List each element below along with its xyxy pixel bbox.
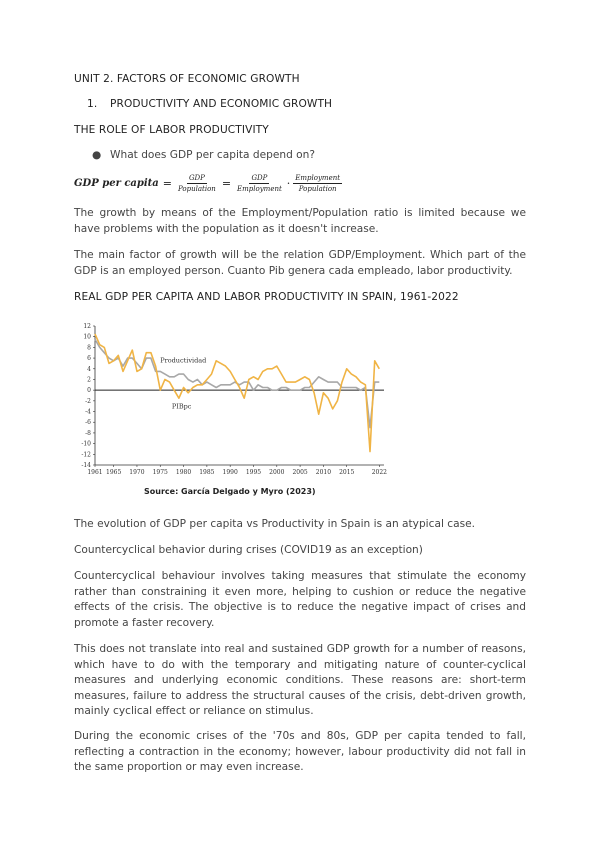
x-tick-label: 2015 <box>339 469 355 476</box>
x-tick-label: 1995 <box>245 469 262 476</box>
y-tick-label: -14 <box>81 462 91 469</box>
bullet-dot: ● <box>92 149 102 161</box>
x-tick-label: 1980 <box>175 469 192 476</box>
y-tick-label: -6 <box>85 419 91 427</box>
x-tick-label: 1961 <box>87 469 103 476</box>
paragraph-reasons: This does not translate into real and sustained GDP growth for a number of reasons, which have to do with the temporary and mitigating nature of counter-cyclical measures and underlying economic conditions. These reasons are: short-term measures, failure to address the structural causes of the crisis, debt-driven growth, mainly cyclical effect or reliance on stimulus. <box>74 643 526 718</box>
y-tick-label: -8 <box>85 429 91 437</box>
section-number: 1. <box>87 98 98 110</box>
unit-title: UNIT 2. FACTORS OF ECONOMIC GROWTH <box>74 73 300 85</box>
fraction-employment-population: $\frac{\text{Employment}}{\text{Population}}$ <box>295 174 341 193</box>
x-tick-label: 1965 <box>106 469 122 476</box>
y-tick-label: 4 <box>87 365 91 373</box>
subtitle: THE ROLE OF LABOR PRODUCTIVITY <box>74 124 269 136</box>
gdp-formula <box>74 174 342 193</box>
paragraph-countercyclical: Countercyclical behavior during crises (COVID19 as an exception) <box>74 544 423 556</box>
annotation-productividad: Productividad <box>160 356 207 365</box>
formula-eq-1: = <box>162 177 172 190</box>
x-tick-label: 2005 <box>292 469 308 476</box>
y-tick-label: -12 <box>81 451 91 459</box>
formula-eq-2: = <box>221 177 232 190</box>
annotation-pibpc: PIBpc <box>171 402 192 411</box>
paragraph-countercyclical-behaviour: Countercyclical behaviour involves taking measures that stimulate the economy rather than constraining it even more, helping to cushion or reduce the negative effects of the crisis. The objective is to reduce the negative impact of crises and promote a faster recovery. <box>74 570 526 629</box>
section-title: PRODUCTIVITY AND ECONOMIC GROWTH <box>110 98 333 110</box>
x-tick-label: 1985 <box>199 469 215 476</box>
y-tick-label: 6 <box>87 355 91 363</box>
series-line-pibpc <box>95 334 379 452</box>
fraction-gdp-employment: $\frac{\text{GDP}}{\text{Employment}}$ <box>237 174 282 193</box>
y-tick-label: 12 <box>83 323 91 330</box>
fraction-gdp-population: $\frac{\text{GDP}}{\text{Population}}$ <box>178 174 216 193</box>
x-tick-label: 1990 <box>222 469 238 476</box>
chart-heading: REAL GDP PER CAPITA AND LABOR PRODUCTIVITY IN SPAIN, 1961-2022 <box>74 291 459 303</box>
chart-source: Source: García Delgado y Myro (2023) <box>144 487 316 496</box>
paragraph-main-factor: The main factor of growth will be the relation GDP/Employment. Which part of the GDP is an employed person. Cuanto Pib genera cada empleado, labor productivity. <box>74 249 526 277</box>
x-tick-label: 2000 <box>269 469 285 476</box>
y-tick-label: 8 <box>87 344 91 352</box>
paragraph-crises-70s-80s: During the economic crises of the '70s and 80s, GDP per capita tended to fall, reflecting a contraction in the economy; however, labour productivity did not fall in the same proportion or may even increase. <box>74 730 526 774</box>
bullet-question: What does GDP per capita depend on? <box>110 149 316 161</box>
gdp-productivity-chart <box>80 318 400 486</box>
y-tick-label: -10 <box>81 440 91 448</box>
y-tick-label: -4 <box>85 408 91 416</box>
y-tick-label: 2 <box>87 376 91 384</box>
paragraph-employment-ratio: The growth by means of the Employment/Population ratio is limited because we have problems with the population as it doesn't increase. <box>74 207 526 235</box>
x-tick-label: 1970 <box>129 469 145 476</box>
x-tick-label: 2010 <box>315 469 332 476</box>
y-tick-label: 0 <box>87 387 91 395</box>
x-tick-label: 2022 <box>371 469 387 476</box>
x-tick-label: 1975 <box>152 469 168 476</box>
y-tick-label: -2 <box>85 397 91 405</box>
formula-dot: · <box>286 177 291 190</box>
paragraph-atypical-case: The evolution of GDP per capita vs Productivity in Spain is an atypical case. <box>74 518 475 530</box>
formula-lhs: GDP per capita <box>74 178 159 189</box>
y-tick-label: 10 <box>83 333 91 341</box>
